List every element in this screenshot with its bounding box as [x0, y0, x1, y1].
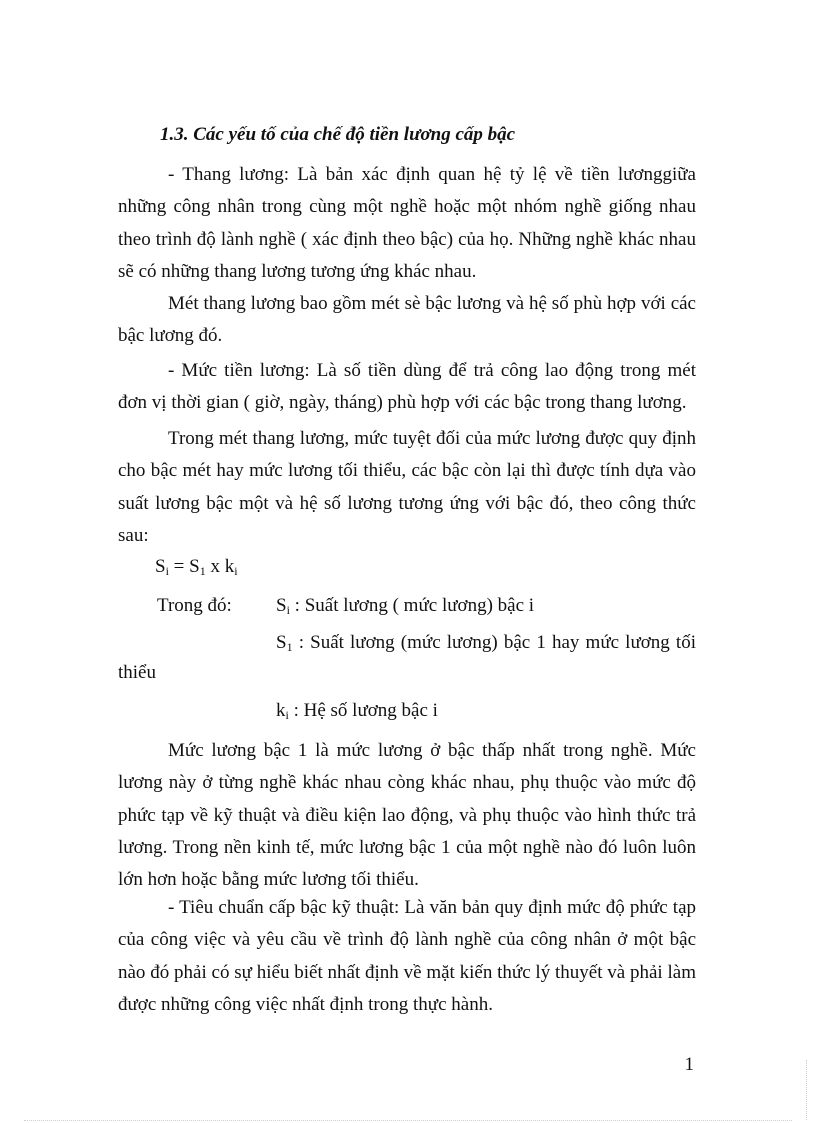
paragraph-pay-scale: - Thang lương: Là bản xác định quan hệ tỷ lệ về tiền lươnggiữa những công nhân trong cùng một nghề hoặc một nhóm nghề giống nhau theo trình độ lành nghề ( xác định theo bậc) của họ. Những nghề khác nhau sẽ có những thang lương tương ứng khác nhau. [118, 164, 696, 282]
page-number: 1 [684, 1054, 694, 1075]
page-border-bottom [24, 1120, 792, 1121]
paragraph-base-wage: Mức lương bậc 1 là mức lương ở bậc thấp nhất trong nghề. Mức lương này ở từng nghề khác nhau còng khác nhau, phụ thuộc vào mức độ phức tạp về kỹ thuật và điều kiện lao động, và phụ thuộc vào hình thức trả lương. Trong nền kinh tế, mức lương bậc 1 của một nghề nào đó luôn luôn lớn hơn hoặc bằng mức lương tối thiểu. [118, 740, 696, 891]
definition-ki: $k_i$ : Hệ số lương bậc i [276, 700, 438, 722]
paragraph-technical-standard: - Tiêu chuẩn cấp bậc kỹ thuật: Là văn bản quy định mức độ phức tạp của công việc và yêu cầu về trình độ lành nghề của công nhân ở một bậc nào đó phải có sự hiểu biết nhất định về mặt kiến thức lý thuyết và phải làm được những công việc nhất định trong thực hành. [118, 897, 696, 1015]
page-border-right [806, 1060, 807, 1120]
definition-si: $S_i$ : Suất lương ( mức lương) bậc i [276, 595, 535, 617]
formula: $S_i = S_1$ x $k_i$ [155, 556, 238, 578]
section-heading: 1.3. Các yếu tố của chế độ tiền lương cấp bậc [160, 124, 516, 145]
paragraph-pay-scale-structure: Mét thang lương bao gồm mét sè bậc lương và hệ số phù hợp với các bậc lương đó. [118, 293, 696, 347]
paragraph-absolute-wage: Trong mét thang lương, mức tuyệt đối của mức lương được quy định cho bậc mét hay mức lương tối thiểu, các bậc còn lại thì được tính dựa vào suất lương bậc một và hệ số lương tương ứng với bậc đó, theo công thức sau: [118, 428, 696, 546]
definition-s1: $S_1$ : Suất lương (mức lương) bậc 1 hay mức lương tối [276, 632, 696, 654]
where-label: Trong đó: [157, 595, 232, 616]
definition-s1-continuation: thiểu [118, 662, 156, 683]
paragraph-wage-level: - Mức tiền lương: Là số tiền dùng để trả công lao động trong mét đơn vị thời gian ( giờ, ngày, tháng) phù hợp với các bậc trong thang lương. [118, 360, 696, 414]
